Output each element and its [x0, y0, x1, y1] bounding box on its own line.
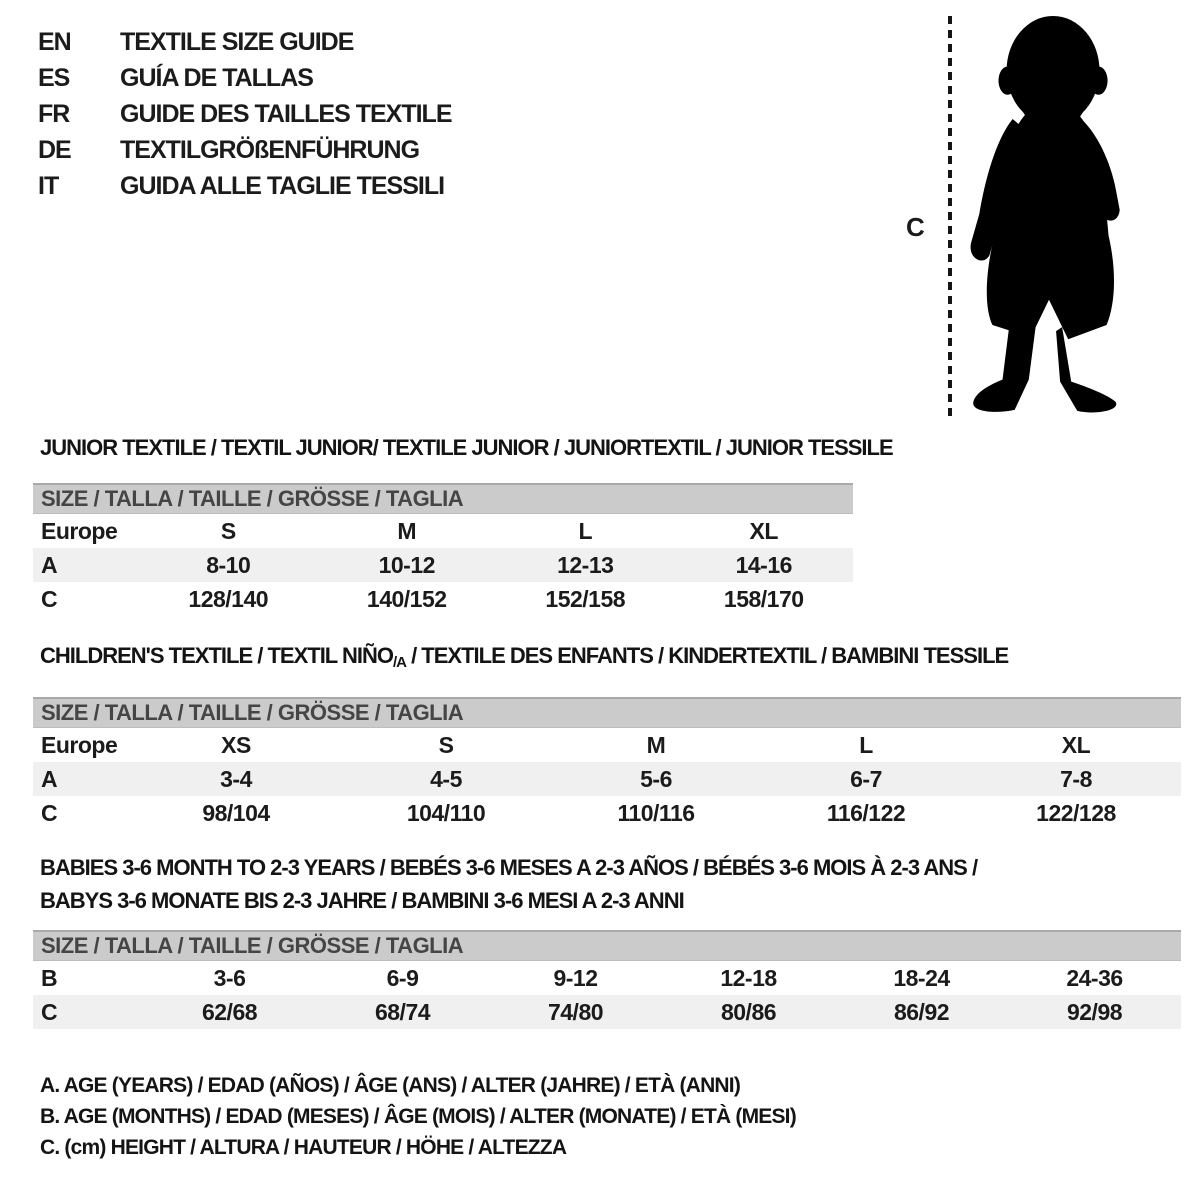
- language-row-en: [38, 24, 452, 60]
- cell: 6-9: [386, 964, 419, 991]
- guide-title-de: TEXTILGRÖßENFÜHRUNG: [120, 135, 420, 164]
- cell: 12-18: [720, 964, 777, 991]
- height-measure-label: C: [906, 212, 925, 242]
- title-subscript: /A: [392, 654, 406, 671]
- cell: 62/68: [143, 995, 316, 1029]
- cell: 12-13: [496, 548, 675, 582]
- table-row-age: [33, 762, 1181, 796]
- childrens-section-title: [40, 645, 1200, 674]
- table-row-height: [33, 995, 1181, 1029]
- table-row-months: [33, 961, 1181, 996]
- title-text: / TEXTILE DES ENFANTS / KINDERTEXTIL / BAMBINI TESSILE: [405, 643, 1009, 668]
- legend-line-c: C. (cm) HEIGHT / ALTURA / HAUTEUR / HÖHE / ALTEZZA: [40, 1136, 567, 1159]
- cell: 104/110: [406, 799, 486, 826]
- cell: 74/80: [489, 995, 662, 1029]
- babies-size-table: [33, 930, 1181, 1029]
- row-label: C: [33, 995, 143, 1029]
- cell: XS: [221, 731, 251, 758]
- cell: S: [220, 517, 236, 544]
- table-row-age: [33, 548, 853, 582]
- cell: 128/140: [188, 585, 269, 612]
- table-row-europe: [33, 728, 1181, 763]
- height-measure-dashed-line: [948, 16, 952, 418]
- cell: 18-24: [893, 964, 950, 991]
- row-label: Europe: [41, 731, 118, 758]
- language-row-fr: [38, 96, 452, 132]
- table-row-height: [33, 796, 1181, 830]
- cell: 4-5: [341, 762, 551, 796]
- guide-title-fr: GUIDE DES TAILLES TEXTILE: [120, 99, 452, 128]
- size-header-bar: SIZE / TALLA / TAILLE / GRÖSSE / TAGLIA: [33, 484, 853, 514]
- babies-section-title-line1: BABIES 3-6 MONTH TO 2-3 YEARS / BEBÉS 3-6 MESES A 2-3 AÑOS / BÉBÉS 3-6 MOIS À 2-3 ANS /: [40, 855, 978, 880]
- babies-section-title-line2: BABYS 3-6 MONATE BIS 2-3 JAHRE / BAMBINI 3-6 MESI A 2-3 ANNI: [40, 888, 684, 913]
- cell: 7-8: [971, 762, 1181, 796]
- table-row-europe: [33, 514, 853, 549]
- cell: 158/170: [723, 585, 804, 612]
- cell: 9-12: [553, 964, 598, 991]
- guide-title-es: GUÍA DE TALLAS: [120, 63, 313, 92]
- junior-size-table: [33, 483, 853, 616]
- row-label: Europe: [41, 517, 118, 544]
- cell: 86/92: [835, 995, 1008, 1029]
- size-header-row: [33, 931, 1181, 961]
- row-label: A: [33, 762, 131, 796]
- cell: L: [578, 517, 593, 544]
- cell: XL: [749, 517, 778, 544]
- row-label: A: [33, 548, 139, 582]
- cell: XL: [1061, 731, 1091, 758]
- measure-legend: [40, 1070, 796, 1163]
- cell: L: [859, 731, 873, 758]
- language-code: EN: [38, 27, 71, 56]
- title-text: CHILDREN'S TEXTILE / TEXTIL NIÑO: [40, 643, 393, 668]
- cell: 110/116: [617, 799, 695, 826]
- language-code: FR: [38, 99, 70, 128]
- guide-title-it: GUIDA ALLE TAGLIE TESSILI: [120, 171, 445, 200]
- size-header-bar: SIZE / TALLA / TAILLE / GRÖSSE / TAGLIA: [33, 931, 1181, 961]
- table-row-height: [33, 582, 853, 616]
- language-code: ES: [38, 63, 70, 92]
- childrens-size-table: [33, 697, 1181, 830]
- cell: M: [397, 517, 417, 544]
- cell: 116/122: [826, 799, 906, 826]
- legend-line-a: A. AGE (YEARS) / EDAD (AÑOS) / ÂGE (ANS) / ALTER (JAHRE) / ETÀ (ANNI): [40, 1074, 741, 1097]
- size-header-row: [33, 484, 853, 514]
- junior-textile-section: [0, 437, 1200, 616]
- cell: 92/98: [1008, 995, 1181, 1029]
- language-title-list: [38, 24, 452, 204]
- language-row-es: [38, 60, 452, 96]
- legend-line-b: B. AGE (MONTHS) / EDAD (MESES) / ÂGE (MOIS) / ALTER (MONATE) / ETÀ (MESI): [40, 1105, 796, 1128]
- cell: 140/152: [366, 585, 447, 612]
- cell: 24-36: [1066, 964, 1123, 991]
- cell: 6-7: [761, 762, 971, 796]
- cell: 5-6: [551, 762, 761, 796]
- language-code: IT: [38, 171, 59, 200]
- cell: 98/104: [202, 799, 270, 826]
- cell: 10-12: [318, 548, 497, 582]
- language-code: DE: [38, 135, 71, 164]
- row-label: C: [41, 799, 58, 826]
- junior-section-title: JUNIOR TEXTILE / TEXTIL JUNIOR/ TEXTILE JUNIOR / JUNIORTEXTIL / JUNIOR TESSILE: [40, 435, 893, 460]
- cell: 14-16: [675, 548, 854, 582]
- toddler-silhouette-icon: [962, 16, 1138, 420]
- babies-textile-section: [0, 851, 1200, 1029]
- cell: 122/128: [1036, 799, 1116, 826]
- row-label: C: [41, 585, 58, 612]
- cell: 68/74: [316, 995, 489, 1029]
- cell: 3-4: [131, 762, 341, 796]
- language-row-de: [38, 132, 452, 168]
- childrens-textile-section: [0, 645, 1200, 830]
- cell: 8-10: [139, 548, 318, 582]
- cell: S: [438, 731, 454, 758]
- guide-title-en: TEXTILE SIZE GUIDE: [120, 27, 354, 56]
- cell: 80/86: [662, 995, 835, 1029]
- size-header-bar: SIZE / TALLA / TAILLE / GRÖSSE / TAGLIA: [33, 698, 1181, 728]
- cell: 3-6: [213, 964, 246, 991]
- row-label: B: [41, 964, 58, 991]
- size-header-row: [33, 698, 1181, 728]
- language-row-it: [38, 168, 452, 204]
- cell: 152/158: [545, 585, 626, 612]
- cell: M: [646, 731, 666, 758]
